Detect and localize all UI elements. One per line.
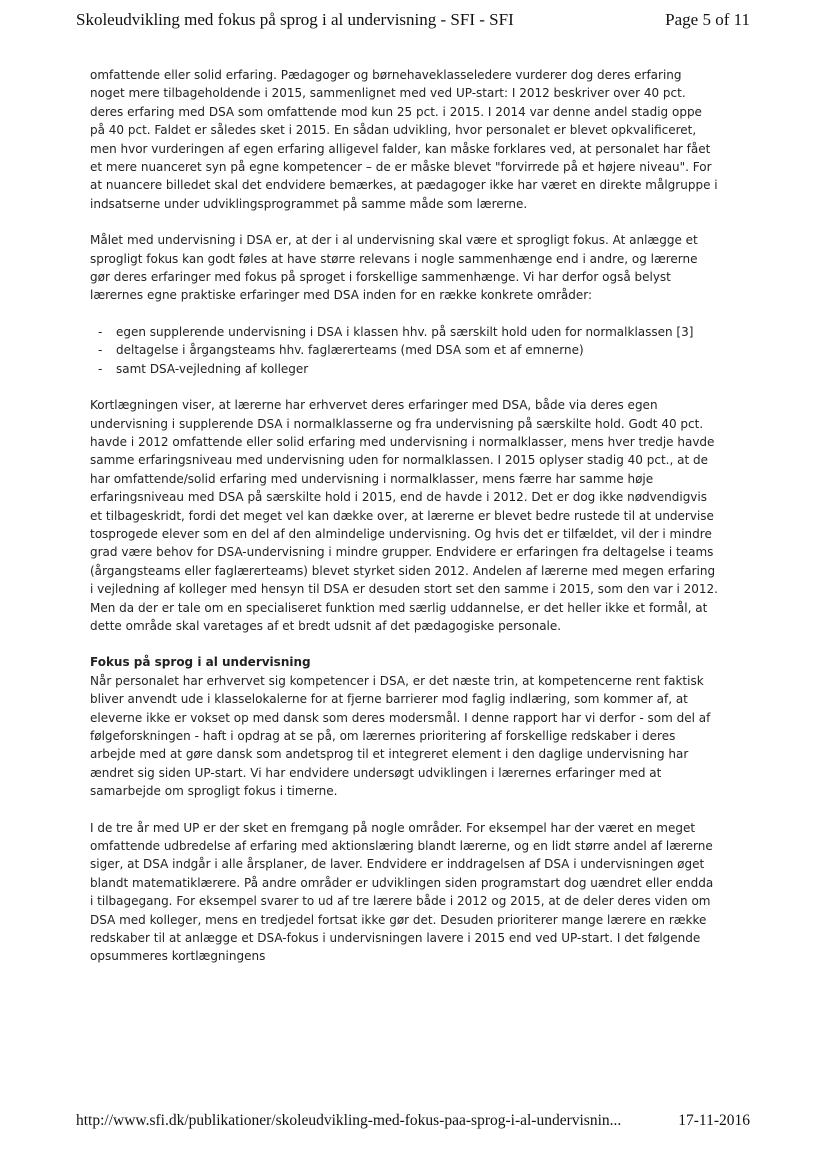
paragraph-2: Målet med undervisning i DSA er, at der i al undervisning skal være et sprogligt fokus. At anlægge et sprogligt fokus kan godt føles at have større relevans i nogle sammenhænge end i andre, og lærerne gør deres erfaringer med fokus på sproget i forskellige sammenhænge. Vi har derfor også belyst lærernes egne praktiske erfaringer med DSA inden for en række konkrete områder: xyxy=(90,233,698,303)
paragraph-1: omfattende eller solid erfaring. Pædagoger og børnehaveklasseledere vurderer dog deres erfaring noget mere tilbageholdende i 2015, sammenlignet med ved UP-start: I 2012 beskriver over 40 pct. deres erfaring med DSA som omfattende mod kun 25 pct. i 2015. I 2014 var denne andel stadig oppe på 40 pct. Faldet er således sket i 2015. En sådan udvikling, hvor personalet er blevet opkvalificeret, men hvor vurderingen af egen erfaring alligevel falder, kan måske forklares ved, at personalet har fået et mere nuanceret syn på egne kompetencer – de er måske blevet "forvirrede på et højere niveau". For at nuancere billedet skal det endvidere bemærkes, at pædagoger ikke har været en direkte målgruppe i indsatserne under udviklingsprogrammet på samme måde som lærerne. xyxy=(90,68,718,211)
paragraph-5: I de tre år med UP er der sket en fremgang på nogle områder. For eksempel har der været en meget omfattende udbredelse af erfaring med aktionslæring blandt lærerne, og en lidt større andel af lærerne siger, at DSA indgår i alle årsplaner, de laver. Endvidere er inddragelsen af DSA i undervisningen øget blandt matematiklærere. På andre områder er udviklingen siden programstart dog uændret eller endda i tilbagegang. For eksempel svarer to ud af tre lærere både i 2012 og 2015, at de deler deres viden om DSA med kolleger, mens en tredjedel fortsat ikke gør det. Desuden prioriterer mange lærere en række redskaber til at anlægge et DSA-fokus i undervisningen lavere i 2015 end ved UP-start. I det følgende opsummeres kortlægningens xyxy=(90,820,714,964)
print-date: 17-11-2016 xyxy=(678,1112,750,1129)
page-footer xyxy=(76,1112,750,1130)
experience-areas-list xyxy=(90,323,718,378)
list-item: - deltagelse i årgangsteams hhv. faglærerteams (med DSA som et af emnerne) xyxy=(90,341,718,359)
list-item: - egen supplerende undervisning i DSA i klassen hhv. på særskilt hold uden for normalklassen [3] xyxy=(90,323,718,341)
source-url: http://www.sfi.dk/publikationer/skoleudvikling-med-fokus-paa-sprog-i-al-undervisnin... xyxy=(76,1112,622,1129)
document-title: Skoleudvikling med fokus på sprog i al undervisning - SFI - SFI xyxy=(76,10,514,29)
page-number: Page 5 of 11 xyxy=(665,10,750,29)
list-item: - samt DSA-vejledning af kolleger xyxy=(90,360,718,378)
page-header xyxy=(76,10,750,30)
section-heading: Fokus på sprog i al undervisning xyxy=(90,655,311,670)
article-body xyxy=(90,66,718,984)
paragraph-4: Når personalet har erhvervet sig kompetencer i DSA, er det næste trin, at kompetencerne rent faktisk bliver anvendt ude i klasselokalerne for at fjerne barrierer mod faglig indlæring, som kommer af, at eleverne ikke er vokset op med dansk som deres modersmål. I denne rapport har vi derfor - som del af følgeforskningen - haft i opdrag at se på, om lærernes prioritering af forskellige redskaber i deres arbejde med at gøre dansk som andetsprog til et integreret element i den daglige undervisning har ændret sig siden UP-start. Vi har endvidere undersøgt udviklingen i lærernes erfaringer med at samarbejde om sprogligt fokus i timerne. xyxy=(90,673,711,799)
paragraph-3: Kortlægningen viser, at lærerne har erhvervet deres erfaringer med DSA, både via deres egen undervisning i supplerende DSA i normalklasserne og fra undervisning på særskilte hold. Godt 40 pct. havde i 2012 omfattende eller solid erfaring med undervisning i normalklasser, mens hver tredje havde samme erfaringsniveau med undervisning uden for normalklassen. I 2015 oplyser stadig 40 pct., at de har omfattende/solid erfaring med undervisning i normalklasser, mens færre har samme høje erfaringsniveau med DSA på særskilte hold i 2015, end de havde i 2012. Det er dog ikke nødvendigvis et tilbageskridt, fordi det meget vel kan dække over, at lærerne er blevet bedre rustede til at undervise tosprogede elever som en del af den almindelige undervisning. Og hvis det er tilfældet, vil der i mindre grad være behov for DSA-undervisning i mindre grupper. Endvidere er erfaringen fra deltagelse i teams (årgangsteams eller faglærerteams) blevet styrket siden 2012. Andelen af lærerne med megen erfaring i vejledning af kolleger med hensyn til DSA er desuden stort set den samme i 2015, som den var i 2012. Men da der er tale om en specialiseret funktion med særlig uddannelse, er det heller ikke et formål, at dette område skal varetages af et bredt udsnit af det pædagogiske personale. xyxy=(90,398,718,633)
